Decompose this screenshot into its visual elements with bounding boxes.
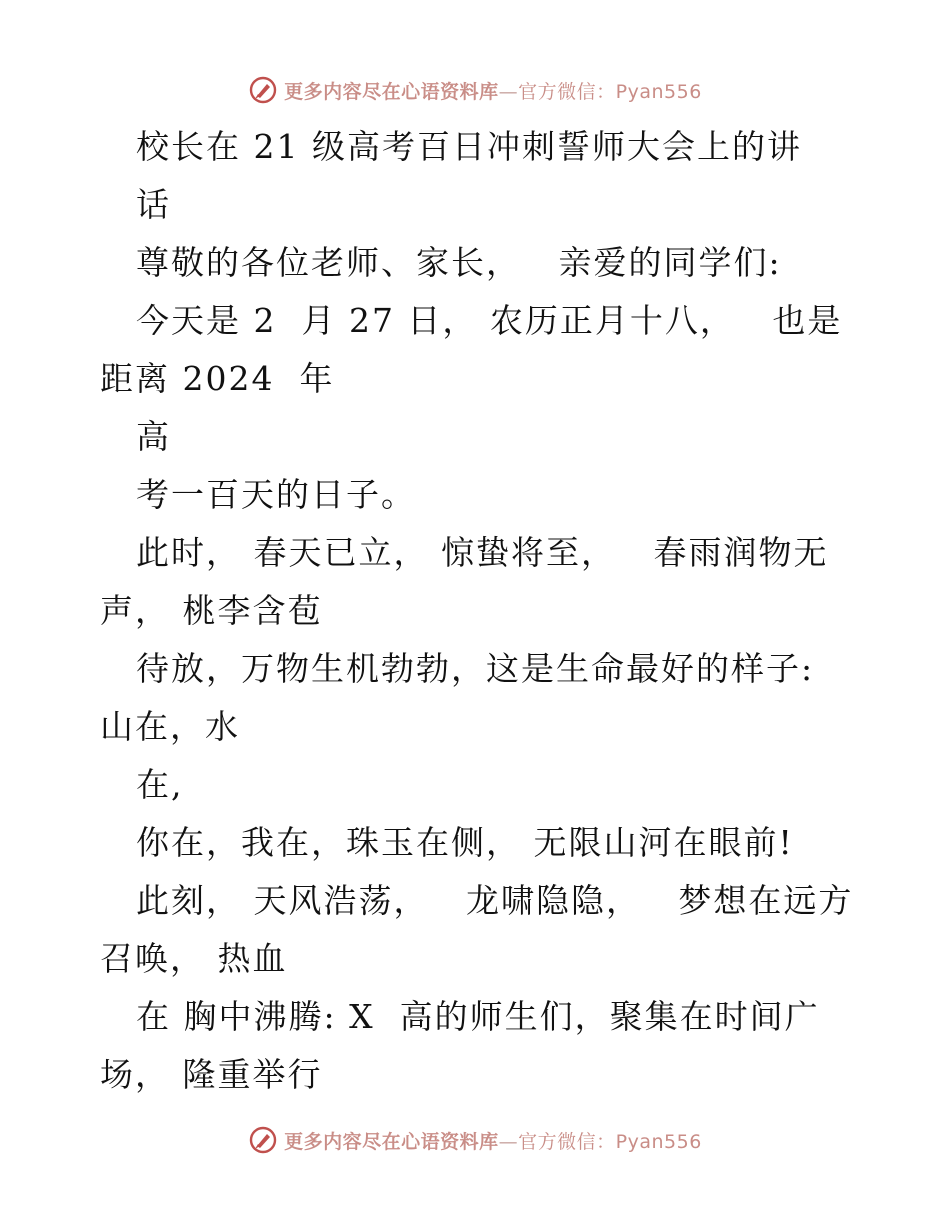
paragraph-line: 高 <box>136 417 171 456</box>
paragraph-line: 尊敬的各位老师、家长， 亲爱的同学们: <box>136 243 782 282</box>
paragraph-line: 待放，万物生机勃勃，这是生命最好的样子: <box>136 649 815 688</box>
footer-wechat: 官方微信：Pyan556 <box>518 1130 702 1153</box>
paragraph-line: 话 <box>136 185 171 224</box>
paragraph-line: 此刻， 天风浩荡， 龙啸隐隐， 梦想在远方 <box>136 881 854 920</box>
document-body <box>100 118 854 1104</box>
pen-nib-logo-icon <box>248 75 278 105</box>
paragraph-line: 在 胸中沸腾: X 高的师生们，聚集在时间广 <box>136 997 820 1036</box>
paragraph-line: 你在，我在，珠玉在侧， 无限山河在眼前! <box>136 823 794 862</box>
header-banner <box>0 72 950 108</box>
paragraph-line: 考一百天的日子。 <box>136 475 416 514</box>
paragraph-line: 今天是 2 月 27 日， 农历正月十八， 也是 <box>136 301 843 340</box>
paragraph-line: 山在，水 <box>100 707 240 746</box>
paragraph-line: 召唤， 热血 <box>100 939 288 978</box>
paragraph-line: 声， 桃李含苞 <box>100 591 323 630</box>
paragraph-line: 场， 隆重举行 <box>100 1055 323 1094</box>
paragraph-line: 此时， 春天已立， 惊蛰将至， 春雨润物无 <box>136 533 829 572</box>
paragraph-line: 校长在 21 级高考百日冲刺誓师大会上的讲 <box>136 127 802 166</box>
paragraph-line: 在, <box>136 765 184 804</box>
pen-nib-logo-icon <box>248 1125 278 1155</box>
footer-brand: 更多内容尽在心语资料库 <box>284 1130 499 1153</box>
paragraph-line: 距离 2024 年 <box>100 359 335 398</box>
footer-banner <box>0 1122 950 1158</box>
header-brand: 更多内容尽在心语资料库 <box>284 80 499 103</box>
header-banner-text <box>284 77 702 104</box>
header-wechat: 官方微信：Pyan556 <box>518 80 702 103</box>
header-separator: — <box>498 80 519 103</box>
footer-separator: — <box>498 1130 519 1153</box>
footer-banner-text <box>284 1127 702 1154</box>
